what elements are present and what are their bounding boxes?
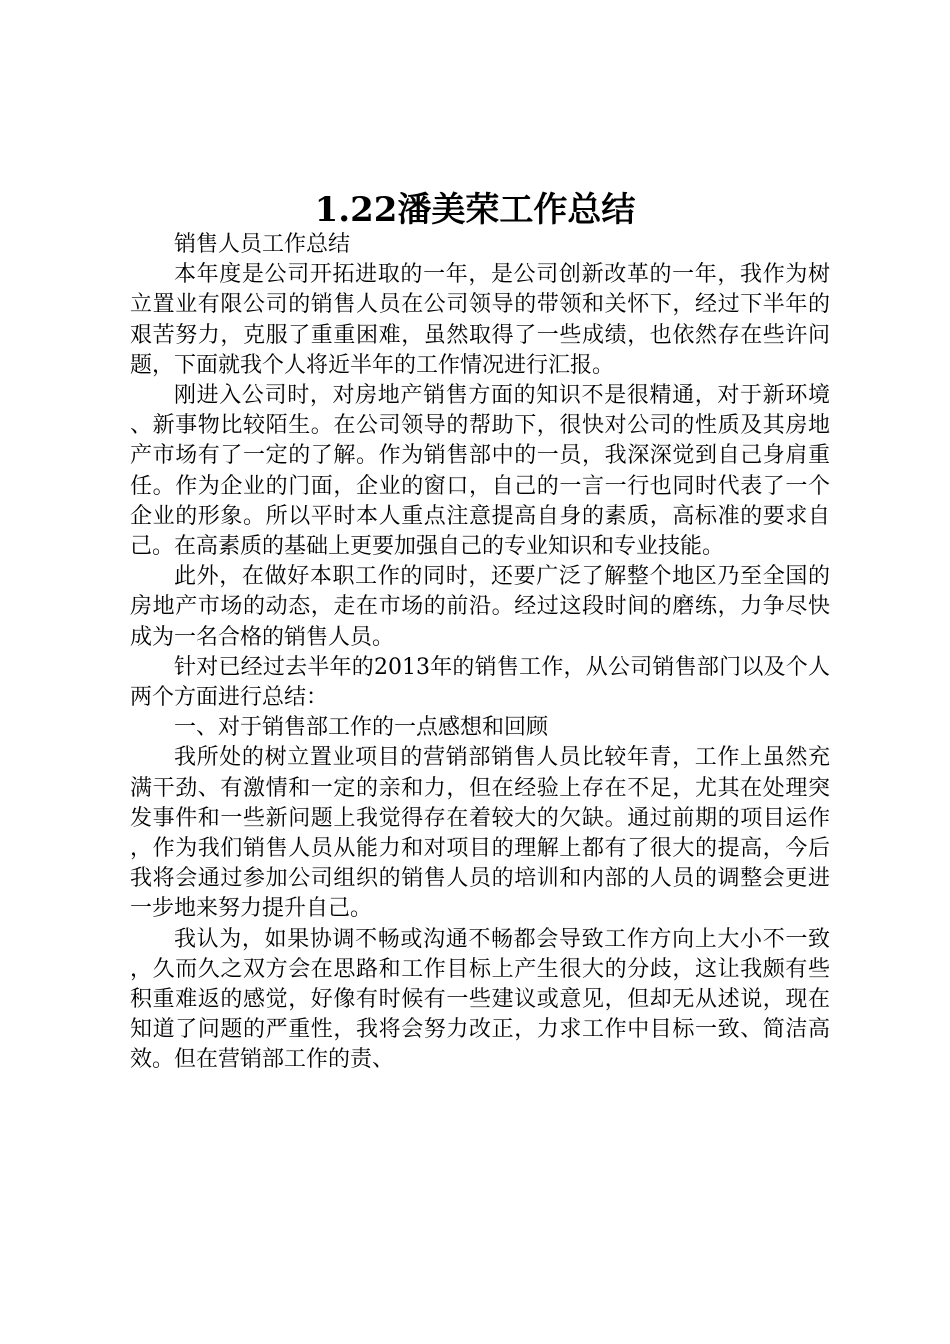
document-body xyxy=(130,230,830,1076)
paragraph: 针对已经过去半年的2013年的销售工作，从公司销售部门以及个人两个方面进行总结： xyxy=(130,654,830,711)
document-title: 1.22潘美荣工作总结 xyxy=(314,190,636,230)
section-heading: 销售人员工作总结 xyxy=(174,232,351,257)
paragraph: 我认为，如果协调不畅或沟通不畅都会导致工作方向上大小不一致，久而久之双方会在思路和工作目标上产生很大的分歧，这让我颇有些积重难返的感觉，好像有时候有一些建议或意见，但却无从述说，现在知道了问题的严重性，我将会努力改正，力求工作中目标一致、简洁高效。但在营销部工作的责、 xyxy=(130,926,830,1073)
paragraph: 本年度是公司开拓进取的一年，是公司创新改革的一年，我作为树立置业有限公司的销售人员在公司领导的带领和关怀下，经过下半年的艰苦努力，克服了重重困难，虽然取得了一些成绩，也依然存在些许问题，下面就我个人将近半年的工作情况进行汇报。 xyxy=(130,262,830,378)
paragraph: 此外，在做好本职工作的同时，还要广泛了解整个地区乃至全国的房地产市场的动态，走在市场的前沿。经过这段时间的磨练，力争尽快成为一名合格的销售人员。 xyxy=(130,564,830,650)
paragraph: 我所处的树立置业项目的营销部销售人员比较年青，工作上虽然充满干劲、有激情和一定的亲和力，但在经验上存在不足，尤其在处理突发事件和一些新问题上我觉得存在着较大的欠缺。通过前期的项目运作，作为我们销售人员从能力和对项目的理解上都有了很大的提高，今后我将会通过参加公司组织的销售人员的培训和内部的人员的调整会更进一步地来努力提升自己。 xyxy=(130,745,830,922)
subsection-heading: 一、对于销售部工作的一点感想和回顾 xyxy=(174,715,549,741)
paragraph: 刚进入公司时，对房地产销售方面的知识不是很精通，对于新环境、新事物比较陌生。在公司领导的帮助下，很快对公司的性质及其房地产市场有了一定的了解。作为销售部中的一员，我深深觉到自己身肩重任。作为企业的门面，企业的窗口，自己的一言一行也同时代表了一个企业的形象。所以平时本人重点注意提高自身的素质，高标准的要求自己。在高素质的基础上更要加强自己的专业知识和专业技能。 xyxy=(130,383,830,560)
